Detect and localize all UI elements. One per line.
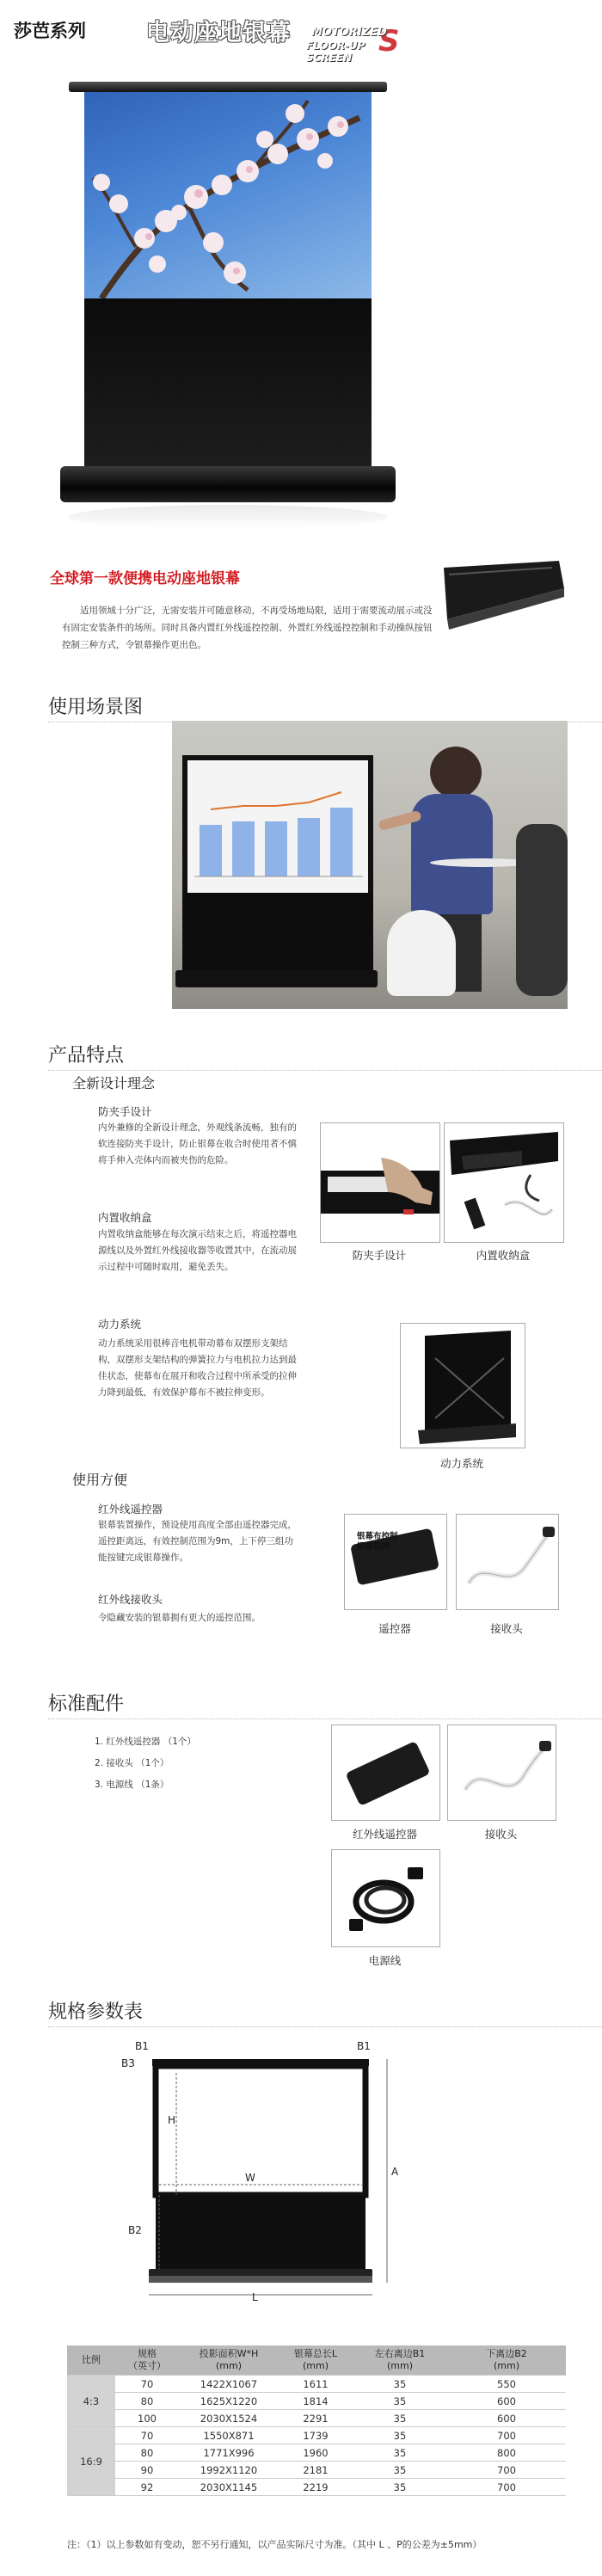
product-banner [146,12,402,64]
receiver-image [456,1514,559,1610]
col-bottom-margin: 下离边B2 (mm) [447,2345,566,2376]
anti-pinch-caption: 防夹手设计 [352,1249,407,1262]
power-system-caption: 动力系统 [439,1457,483,1470]
receiver-caption: 接收头 [490,1622,523,1635]
presentation-screen-base [175,970,378,987]
cell: 35 [353,2479,447,2496]
accessory-remote-image [331,1725,440,1821]
col-side-margin: 左右离边B1 (mm) [353,2345,447,2376]
col-ratio: 比例 [67,2345,115,2376]
cell: 1422X1067 [179,2376,279,2393]
cell: 35 [353,2427,447,2444]
cell: 1739 [279,2427,353,2444]
storage-text: 内置收纳盒能够在每次演示结束之后，将遥控器电源线以及外置红外线接收器等收置其中，在流动展示过程中可随时取用，避免丢失。 [98,1229,297,1272]
cell: 2219 [279,2479,353,2496]
scene-chart-bar [200,825,222,876]
banner-logo-letter: S [378,24,400,58]
presentation-screen-black [182,893,373,979]
spec-table-header [67,2345,566,2376]
power-cord-caption: 电源线 [368,1954,402,1967]
specs-section-title: 规格参数表 [48,1997,143,2024]
floor-reflection [69,505,387,529]
cell: 80 [115,2393,179,2410]
cell: 600 [447,2393,566,2410]
banner-cn-title: 电动座地银幕 [146,20,291,46]
presenter-shirt [411,794,493,914]
banner-en-line1: MOTORIZED [311,26,387,39]
anti-pinch-image [320,1122,440,1243]
table-row [67,2462,566,2479]
accessories-list [95,1731,196,1796]
cell: 600 [447,2410,566,2427]
power-system-heading: 动力系统 [98,1318,142,1331]
cell: 2030X1524 [179,2410,279,2427]
scene-chart-bar [265,821,287,876]
accessory-receiver-caption: 接收头 [484,1828,518,1841]
cell: 1611 [279,2376,353,2393]
dim-b1-left: B1 [135,2040,149,2052]
accessory-item: 3. 电源线 （1条） [95,1780,169,1790]
receiver-heading: 红外线接收头 [98,1593,163,1606]
receiver-text: 令隐藏安装的银幕拥有更大的遥控范围。 [98,1613,261,1623]
scene-chart-bar [232,821,255,876]
cell: 35 [353,2376,447,2393]
cell: 70 [115,2376,179,2393]
table-row [67,2427,566,2444]
cell: 1771X996 [179,2444,279,2462]
dim-b2: B2 [128,2224,142,2236]
scene-section-title: 使用场景图 [48,692,143,719]
screen-top-bar [69,82,387,92]
screen-case-closeup-image [439,557,566,640]
design-concept-title: 全新设计理念 [72,1075,156,1091]
cell: 1625X1220 [179,2393,279,2410]
storage-box-image [444,1122,564,1243]
cell: 700 [447,2427,566,2444]
dim-b1-right: B1 [357,2040,371,2052]
usage-scene-photo [172,721,568,1009]
cell: 700 [447,2479,566,2496]
remote-image [344,1514,447,1610]
cell: 1814 [279,2393,353,2410]
storage-heading: 内置收纳盒 [98,1211,152,1224]
cherry-blossom-picture [84,92,372,298]
tagline: 全球第一款便携电动座地银幕 [50,570,240,587]
remote-text: 银幕装置操作，预设使用高度全部由遥控器完成，遥控距离远，有效控制范围为9m，上下停三组功能按键完成银幕操作。 [98,1520,297,1563]
accessories-section-title: 标准配件 [48,1689,124,1716]
banner-en-line2: FLOOR-UP SCREEN [306,40,366,64]
cell: 1550X871 [179,2427,279,2444]
cell: 90 [115,2462,179,2479]
series-title: 莎芭系列 [14,21,86,41]
table-row [67,2410,566,2427]
cell: 80 [115,2444,179,2462]
cell: 35 [353,2444,447,2462]
cell: 92 [115,2479,179,2496]
remote-callout-label: 银幕布控制 银幕装调 [357,1532,398,1552]
accessory-item: 1. 红外线遥控器 （1个） [95,1737,196,1747]
scene-bar-chart [187,760,368,889]
power-cord-image [331,1849,440,1947]
convenience-title: 使用方便 [72,1472,128,1488]
ratio-cell: 4:3 [67,2376,115,2427]
cell: 35 [353,2462,447,2479]
accessory-receiver-image [447,1725,556,1821]
cell: 2030X1145 [179,2479,279,2496]
dim-a: A [391,2166,399,2178]
table-row [67,2393,566,2410]
cell: 1960 [279,2444,353,2462]
intro-paragraph: 适用领域十分广泛，无需安装并可随意移动，不再受场地局限，适用于需要流动展示或没有固定安装条件的场所。同时具备内置红外线遥控控制、外置红外线遥控控制和手动操纵按钮控制三种方式，令银幕操作更出色。 [62,606,433,650]
dim-l: L [252,2291,258,2303]
screen-base-case [60,466,396,502]
table-row [67,2376,566,2393]
accessory-remote-caption: 红外线遥控器 [352,1828,417,1841]
cell: 35 [353,2393,447,2410]
table-row [67,2444,566,2462]
presenter-head [430,747,482,798]
anti-pinch-heading: 防夹手设计 [98,1105,152,1118]
cell: 700 [447,2462,566,2479]
white-chair [387,910,456,996]
hero-product-image [60,82,396,529]
spec-table-wrapper [67,2345,566,2496]
ratio-cell: 16:9 [67,2427,115,2496]
scene-chart-line [211,792,341,809]
cell: 35 [353,2410,447,2427]
remote-caption: 遥控器 [378,1622,411,1635]
cell: 1992X1120 [179,2462,279,2479]
dim-w: W [245,2172,255,2184]
spec-note: 注：（1）以上参数如有变动，恕不另行通知，以产品实际尺寸为准。（其中 L 、P的公差为±5mm） [67,2539,482,2550]
cell: 800 [447,2444,566,2462]
power-system-text: 动力系统采用很棒音电机带动幕布双摆形支架结构，双摆形支架结构的弹簧拉力与电机拉力达到最佳状态，使幕布在展开和收合过程中所承受的拉伸力降到最低，有效保护幕布不被拉伸变形。 [98,1338,297,1398]
storage-caption: 内置收纳盒 [476,1249,531,1262]
cell: 2291 [279,2410,353,2427]
cell: 70 [115,2427,179,2444]
accessory-item: 2. 接收头 （1个） [95,1758,169,1768]
table-row [67,2479,566,2496]
dimension-diagram [121,2040,400,2305]
col-size: 规格 （英寸） [115,2345,179,2376]
scene-chart-bar [330,808,353,876]
scene-chart-bar [298,818,320,876]
seated-person [516,824,568,996]
power-system-image [400,1323,525,1448]
cell: 550 [447,2376,566,2393]
col-area: 投影面积W*H (mm) [179,2345,279,2376]
anti-pinch-text: 内外兼修的全新设计理念，外观线条流畅，独有的软连接防夹手设计，防止银幕在收合时使用者不慎将手伸入壳体内而被夹伤的危险。 [98,1122,297,1165]
cell: 100 [115,2410,179,2427]
cell: 2181 [279,2462,353,2479]
screen-black-border [84,298,372,466]
remote-heading: 红外线遥控器 [98,1503,163,1515]
col-total-length: 银幕总长L (mm) [279,2345,353,2376]
dim-b3: B3 [121,2057,135,2069]
features-section-title: 产品特点 [48,1041,124,1067]
spec-table [67,2345,566,2496]
dim-h: H [168,2114,176,2126]
